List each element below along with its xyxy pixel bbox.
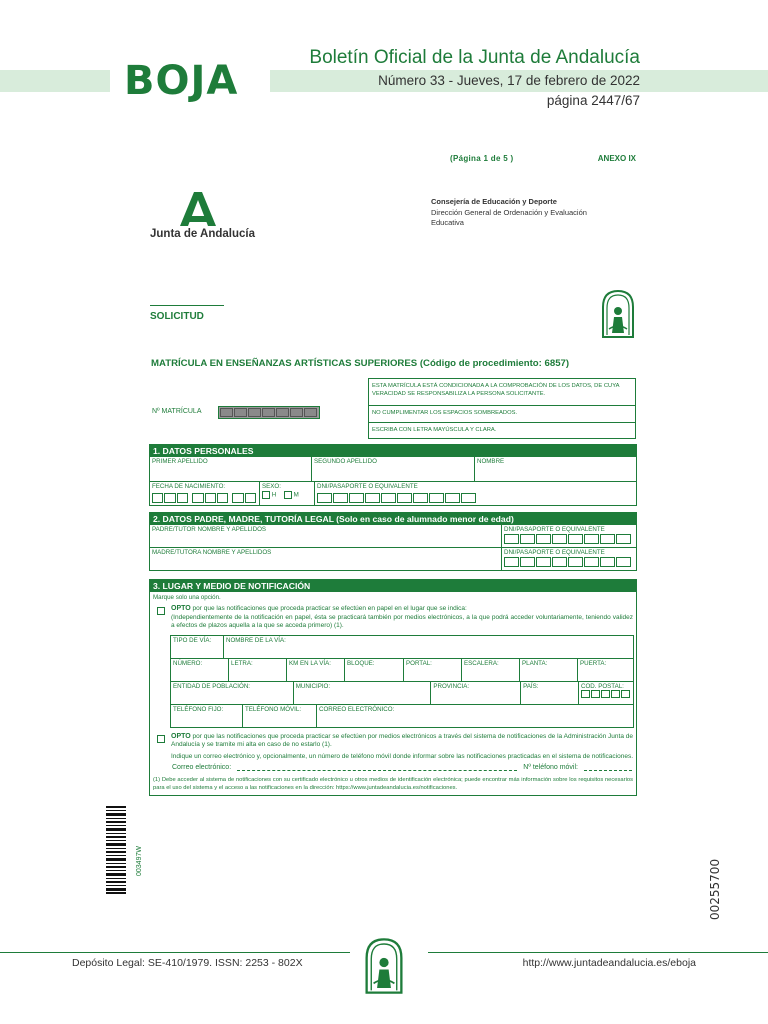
deposito-legal: Depósito Legal: SE-410/1979. ISSN: 2253 - 802X xyxy=(72,957,303,969)
boja-logo: BOJA xyxy=(124,58,239,104)
opt-electronic-checkbox[interactable] xyxy=(157,735,165,743)
section-personal-data xyxy=(149,444,637,506)
escalera-field[interactable]: ESCALERA: xyxy=(462,659,520,681)
footer-rule-right xyxy=(428,952,768,953)
opt-paper-text: por que las notificaciones que proceda practicar se efectúen en papel en el lugar que se indica: xyxy=(192,605,467,612)
andalucia-emblem-icon xyxy=(599,289,637,339)
sexo-field: SEXO: H M xyxy=(260,482,315,505)
sexo-m-label: M xyxy=(293,491,299,499)
footer-emblem-icon xyxy=(362,937,406,995)
madre-field[interactable]: MADRE/TUTORA NOMBRE Y APELLIDOS xyxy=(150,548,502,570)
direccion-general: Dirección General de Ordenación y Evaluación Educativa xyxy=(431,208,587,227)
page-number: página 2447/67 xyxy=(546,93,640,108)
opto-label: OPTO xyxy=(171,732,191,740)
footnote: (1) Debe acceder al sistema de notificaciones con su certificado electrónico u otros medios de identificación electrónica; puede encontrar más información sobre los requisitos necesarios para el uso del sistema y el acceso a las notificaciones en la dirección: https://www.juntadeandalucia.es/notificaciones. xyxy=(153,777,633,791)
section-notification xyxy=(149,579,637,796)
padre-field[interactable]: PADRE/TUTOR NOMBRE Y APELLIDOS xyxy=(150,525,502,547)
madre-dni-field[interactable]: DNI/PASAPORTE O EQUIVALENTE xyxy=(502,548,636,570)
barcode-number: 003497W xyxy=(136,846,143,876)
tipo-via-field[interactable]: TIPO DE VÍA: xyxy=(171,636,224,658)
nombre-field[interactable]: NOMBRE xyxy=(477,458,505,465)
fecha-nacimiento-field[interactable]: FECHA DE NACIMIENTO: xyxy=(150,482,260,505)
consejeria: Consejería de Educación y Deporte xyxy=(431,197,557,206)
cod-postal-field[interactable]: COD. POSTAL: xyxy=(579,682,633,704)
matricula-boxes xyxy=(218,406,320,419)
issue-number-date: Número 33 - Jueves, 17 de febrero de 2022 xyxy=(378,73,640,88)
letra-field[interactable]: LETRA: xyxy=(229,659,287,681)
provincia-field[interactable]: PROVINCIA: xyxy=(431,682,521,704)
portal-field[interactable]: PORTAL: xyxy=(404,659,462,681)
correo-electronico-field[interactable]: CORREO ELECTRÓNICO: xyxy=(319,705,395,713)
correo-label: Correo electrónico: xyxy=(172,764,232,771)
opt-electronic-subtext: Indique un correo electrónico y, opcionalmente, un número de teléfono móvil donde informar sobre las notificaciones practicadas en el sistema de notificaciones. xyxy=(171,752,634,760)
padre-dni-field[interactable]: DNI/PASAPORTE O EQUIVALENTE xyxy=(502,525,636,547)
movil-label: Nº teléfono móvil: xyxy=(523,764,578,771)
opto-label: OPTO xyxy=(171,605,191,612)
entidad-field[interactable]: ENTIDAD DE POBLACIÓN: xyxy=(171,682,294,704)
junta-logo-icon xyxy=(150,186,250,228)
sexo-m-checkbox[interactable] xyxy=(284,491,292,499)
solicitud-label: SOLICITUD xyxy=(150,311,204,322)
section-title: 3. LUGAR Y MEDIO DE NOTIFICACIÓN xyxy=(150,580,636,592)
bloque-field[interactable]: BLOQUE: xyxy=(345,659,404,681)
junta-name: Junta de Andalucía xyxy=(150,228,256,240)
form-page-indicator: (Página 1 de 5 ) xyxy=(450,154,514,163)
movil-input-line[interactable] xyxy=(584,764,632,771)
nombre-via-field[interactable]: NOMBRE DE LA VÍA: xyxy=(226,636,286,644)
municipio-field[interactable]: MUNICIPIO: xyxy=(294,682,432,704)
section-title: 1. DATOS PERSONALES xyxy=(150,445,636,457)
planta-field[interactable]: PLANTA: xyxy=(520,659,578,681)
solicitud-rule xyxy=(150,305,224,306)
instructions-box xyxy=(368,378,636,439)
dni-field[interactable]: DNI/PASAPORTE O EQUIVALENTE xyxy=(315,482,636,505)
footer-rule-left xyxy=(0,952,350,953)
marque-note: Marque solo una opción. xyxy=(153,594,221,601)
segundo-apellido-field[interactable]: SEGUNDO APELLIDO xyxy=(312,457,475,481)
note-conditional: ESTA MATRÍCULA ESTÁ CONDICIONADA A LA COMPROBACIÓN DE LOS DATOS, DE CUYA VERACIDAD SE RESPONSABILIZA LA PERSONA SOLICITANTE. xyxy=(368,378,636,405)
section-title: 2. DATOS PADRE, MADRE, TUTORÍA LEGAL (Solo en caso de alumnado menor de edad) xyxy=(150,513,636,525)
correo-input-line[interactable] xyxy=(237,764,517,771)
opt-paper-checkbox[interactable] xyxy=(157,607,165,615)
sexo-h-checkbox[interactable] xyxy=(262,491,270,499)
annex-label: ANEXO IX xyxy=(597,154,636,163)
matricula-label: Nº MATRÍCULA xyxy=(152,408,202,415)
note-uppercase: ESCRIBA CON LETRA MAYÚSCULA Y CLARA. xyxy=(368,422,636,439)
serial-number: 00255700 xyxy=(708,858,722,920)
sexo-h-label: H xyxy=(271,491,277,499)
opt-electronic-text: por que las notificaciones que proceda practicar se efectúen por medios electrónicos a través del sistema de notificaciones de la Administración Junta de Andalucía y se tramite mi alta en caso de no estarlo (1). xyxy=(171,732,633,748)
telefono-fijo-field[interactable]: TELÉFONO FIJO: xyxy=(171,705,243,727)
puerta-field[interactable]: PUERTA: xyxy=(580,659,607,667)
address-grid xyxy=(170,635,634,728)
form-title: MATRÍCULA EN ENSEÑANZAS ARTÍSTICAS SUPERIORES (Código de procedimiento: 6857) xyxy=(151,358,570,369)
section-guardian-data xyxy=(149,512,637,571)
barcode-icon xyxy=(106,806,126,894)
footer-url[interactable]: http://www.juntadeandalucia.es/eboja xyxy=(522,957,696,969)
telefono-movil-field[interactable]: TELÉFONO MÓVIL: xyxy=(243,705,317,727)
header-band-left xyxy=(0,70,110,92)
km-field[interactable]: KM EN LA VÍA: xyxy=(287,659,345,681)
opt-paper-subtext: (Independientemente de la notificación en papel, ésta se practicará también por medios electrónicos, a la que podrá acceder voluntariamente, teniendo validez a efectos de plazos aquella a la que se acceda primero) (1). xyxy=(171,613,633,629)
pais-field[interactable]: PAÍS: xyxy=(521,682,579,704)
note-shaded: NO CUMPLIMENTAR LOS ESPACIOS SOMBREADOS. xyxy=(368,405,636,422)
bulletin-title: Boletín Oficial de la Junta de Andalucía xyxy=(309,47,640,68)
primer-apellido-field[interactable]: PRIMER APELLIDO xyxy=(150,457,312,481)
numero-field[interactable]: NÚMERO: xyxy=(171,659,229,681)
